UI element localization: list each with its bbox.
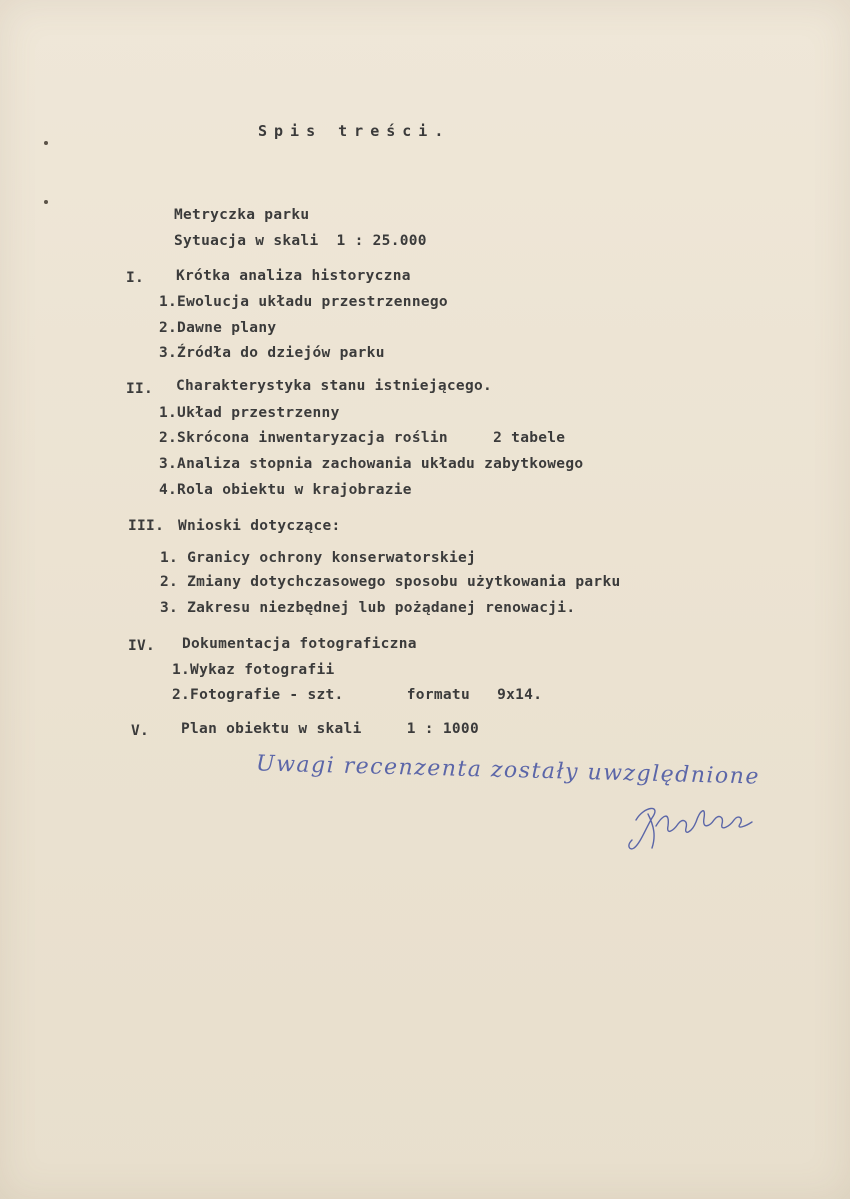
section-numeral: II. [126, 381, 154, 397]
section-item: 2.Skrócona inwentaryzacja roślin 2 tabele [159, 430, 566, 446]
section-heading: Krótka analiza historyczna [176, 268, 411, 284]
section-item: 3.Źródła do dziejów parku [159, 345, 385, 361]
section-item: 1. Granicy ochrony konserwatorskiej [160, 550, 477, 566]
section-heading: Plan obiektu w skali 1 : 1000 [181, 721, 479, 737]
section-item: 2.Fotografie - szt. formatu 9x14. [172, 687, 543, 703]
section-heading: Charakterystyka stanu istniejącego. [176, 378, 493, 394]
document-title: Spis treści. [258, 122, 451, 140]
punch-hole [44, 200, 48, 204]
punch-hole [44, 141, 48, 145]
section-heading: Wnioski dotyczące: [178, 518, 341, 534]
section-item: 1.Układ przestrzenny [159, 405, 340, 421]
section-numeral: I. [126, 270, 145, 286]
section-numeral: V. [131, 723, 150, 739]
intro-line: Metryczka parku [174, 207, 310, 223]
section-item: 1.Ewolucja układu przestrzennego [159, 294, 448, 310]
section-item: 1.Wykaz fotografii [172, 662, 335, 678]
section-item: 2. Zmiany dotychczasowego sposobu użytkowania parku [160, 574, 621, 590]
section-numeral: III. [128, 518, 165, 534]
section-numeral: IV. [128, 638, 156, 654]
section-heading: Dokumentacja fotograficzna [182, 636, 417, 652]
handwritten-note: Uwagi recenzenta zostały uwzględnione [255, 751, 761, 790]
section-item: 3. Zakresu niezbędnej lub pożądanej renowacji. [160, 600, 576, 616]
signature [622, 796, 762, 856]
section-item: 2.Dawne plany [159, 320, 277, 336]
section-item: 4.Rola obiektu w krajobrazie [159, 482, 412, 498]
section-item: 3.Analiza stopnia zachowania układu zabytkowego [159, 456, 584, 472]
intro-line: Sytuacja w skali 1 : 25.000 [174, 233, 427, 249]
